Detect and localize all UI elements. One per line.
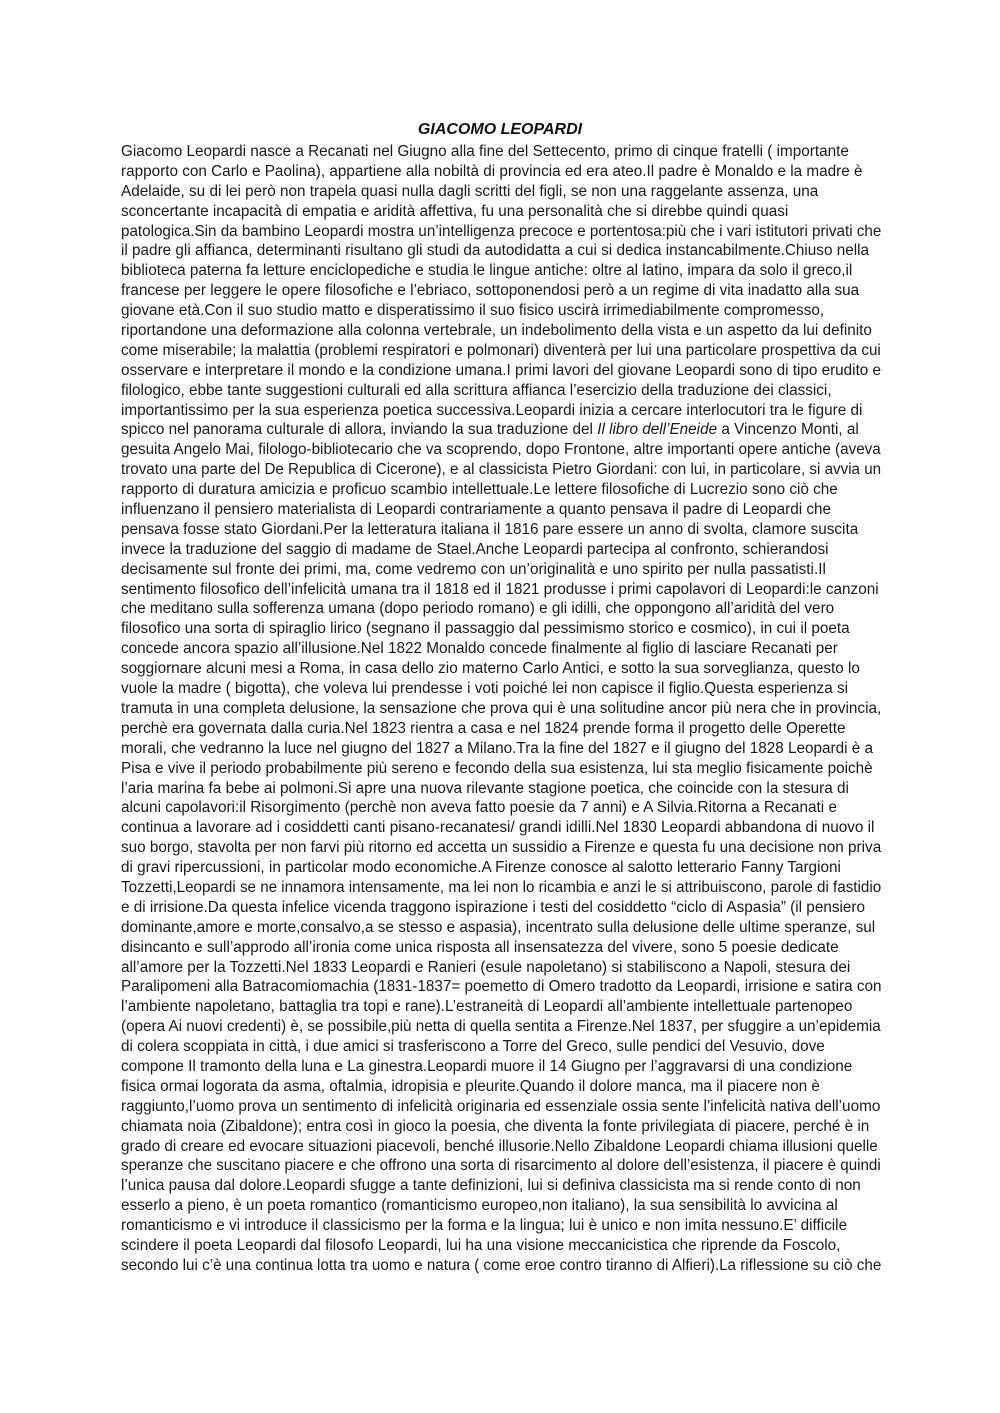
body-line: Pisa e vive il periodo probabilmente più sereno e fecondo della sua esistenza, lui sta meglio fisicamente poichè	[121, 759, 873, 777]
body-line: suo borgo, stavolta per non farvi più ritorno ed accetta un sussidio a Firenze e questa fu una decisione non priva	[121, 839, 882, 857]
body-line: il padre gli affianca, determinanti risultano gli studi da autodidatta a cui si dedica instancabilmente.Chiuso nella	[121, 242, 870, 260]
body-line: osservare e interpretare il mondo e la condizione umana.I primi lavori del giovane Leopardi sono di tipo erudito e	[121, 361, 882, 379]
body-line: chiamata noia (Zibaldone); entra così in gioco la poesia, che diventa la fonte privilegiata di piacere, perché è in	[121, 1117, 870, 1135]
body-line: concede ancora spazio all’illusione.Nel 1822 Monaldo concede finalmente al figlio di lasciare Recanati per	[121, 640, 838, 658]
body-line: patologica.Sin da bambino Leopardi mostra un’intelligenza precoce e portentosa:più che i vari istitutori privati che	[121, 222, 882, 240]
body-line: Paralipomeni alla Batracomiomachia (1831-1837= poemetto di Omero tradotto da Leopardi, irrisione e satira con	[121, 978, 882, 996]
body-line: morali, che vedranno la luce nel giugno del 1827 a Milano.Tra la fine del 1827 e il giugno del 1828 Leopardi è a	[121, 739, 874, 757]
body-line: Adelaide, su di lei però non trapela quasi nulla dagli scritti del figli, se non una raggelante assenza, una	[121, 182, 819, 200]
body-line: continua a lavorare ad i cosiddetti canti pisano-recanatesi/ grandi idilli.Nel 1830 Leopardi abbandona di nuovo il	[121, 819, 875, 837]
body-line: riportandone una deformazione alla colonna vertebrale, un indebolimento della vista e un aspetto da lui definito	[121, 322, 872, 340]
body-line: giovane età.Con il suo studio matto e disperatissimo il suo fisico uscirà irrimediabilmente compromesso,	[121, 302, 825, 320]
body-line: pensava fosse stato Giordani.Per la letteratura italiana il 1816 pare essere un anno di svolta, clamore suscita	[121, 520, 859, 538]
body-line-text: spicco nel panorama culturale di allora, inviando la sua traduzione del	[121, 421, 598, 439]
body-line: raggiunto,l’uomo prova un sentimento di infelicità originaria ed essenziale ossia sente l’infelicità nativa dell’uomo	[121, 1097, 881, 1115]
body-line: l’aria marina fa bebe ai polmoni.Si apre una nuova rilevante stagione poetica, che coincide con la stesura di	[121, 779, 849, 797]
body-line: influenzano il pensiero materialista di Leopardi contrariamente a quanto pensava il padre di Leopardi che	[121, 501, 832, 519]
body-line: di colera scoppiata in città, i due amici si trasferiscono a Torre del Greco, sulle pendici del Vesuvio, dove	[121, 1038, 825, 1056]
body-line: Tozzetti,Leopardi se ne innamora intensamente, ma lei non lo ricambia e anzi le si attribuiscono, parole di fastidio	[121, 878, 882, 896]
body-line: trovato una parte del De Republica di Cicerone), e al classicista Pietro Giordani: con lui, in particolare, si avvia un	[121, 461, 882, 479]
body-line: francese per leggere le opere filosofiche e l’ebriaco, sottoponendosi però a un regime di vita inadatto alla sua	[121, 282, 860, 300]
body-line: Giacomo Leopardi nasce a Recanati nel Giugno alla fine del Settecento, primo di cinque fratelli ( importante	[121, 143, 849, 160]
body-line: l’ambiente napoletano, battaglia tra topi e rane).L’estraneità di Leopardi all’ambiente intellettuale partenopeo	[121, 998, 853, 1016]
book-title-italic: Il libro dell’Eneide	[597, 421, 718, 439]
document-body	[121, 142, 881, 1276]
body-line: romanticismo e vi introduce il classicismo per la forma e la lingua; lui è unico e non imita nessuno.E’ difficile	[121, 1217, 848, 1235]
body-line: perchè era governata dalla curia.Nel 1823 rientra a casa e nel 1824 prende forma il progetto delle Operette	[121, 719, 846, 737]
body-line-text: a Vincenzo Monti, al	[717, 421, 859, 439]
body-line	[121, 420, 881, 440]
body-line: compone Il tramonto della luna e La ginestra.Leopardi muore il 14 Giugno per l’aggravarsi di una condizione	[121, 1057, 853, 1075]
document-title: GIACOMO LEOPARDI	[417, 121, 583, 138]
body-line: soggiornare alcuni mesi a Roma, in casa dello zio materno Carlo Antici, e sotto la sua sorveglianza, questo lo	[121, 660, 860, 678]
body-line: rapporto di duratura amicizia e proficuo scambio intellettuale.Le lettere filosofiche di Lucrezio sono ciò che	[121, 481, 838, 499]
body-line: e di irrisione.Da questa infelice vicenda traggono ispirazione i testi del cosiddetto “ciclo di Aspasia” (il pensiero	[121, 898, 865, 916]
body-line: fisica ormai logorata da asma, oftalmia, idropisia e pleurite.Quando il dolore manca, ma il piacere non è	[121, 1077, 820, 1095]
body-line: esserlo a pieno, è un poeta romantico (romanticismo europeo,non italiano), la sua sensibilità lo avvicina al	[121, 1197, 838, 1215]
body-line: dominante,amore e morte,consalvo,a se stesso e aspasia), incentrato sulla delusione delle ultime speranze, sul	[121, 918, 876, 936]
body-line: (opera Ai nuovi credenti) è, se possibile,più netta di quella sentita a Firenze.Nel 1837, per sfuggire a un’epidemia	[121, 1018, 881, 1036]
body-line: alcuni capolavori:il Risorgimento (perchè non aveva fatto poesie da 7 anni) e A Silvia.Ritorna a Recanati e	[121, 799, 837, 817]
body-line: invece la traduzione del saggio di madame de Stael.Anche Leopardi partecipa al confronto, schierandosi	[121, 540, 829, 558]
body-line: gesuita Angelo Mai, filologo-bibliotecario che va scoprendo, dopo Frontone, altre importanti opere antiche (aveva	[121, 441, 881, 459]
body-line: scindere il poeta Leopardi dal filosofo Leopardi, lui ha una visione meccanicistica che riprende da Foscolo,	[121, 1236, 841, 1254]
body-line: all’amore per la Tozzetti.Nel 1833 Leopardi e Ranieri (esule napoletano) si stabiliscono a Napoli, stesura dei	[121, 958, 851, 976]
body-line: speranze che suscitano piacere e che offrono una sorta di risarcimento al dolore dell’esistenza, il piacere è quindi	[121, 1157, 881, 1175]
body-line: decisamente sul fronte dei primi, ma, come vedremo con un’originalità e uno spirito per nulla passatisti.Il	[121, 560, 826, 578]
body-line: che meditano sulla sofferenza umana (dopo periodo romano) e gli idilli, che oppongono all’aridità del vero	[121, 600, 835, 618]
body-line: come miserabile; la malattia (problemi respiratori e polmonari) diventerà per lui una particolare prospettiva da cui	[121, 341, 881, 359]
body-line: filosofico una sorta di spiraglio lirico (segnano il passaggio dal pessimismo storico e cosmico), in cui il poeta	[121, 620, 850, 638]
body-line: sconcertante incapacità di empatia e aridità affettiva, fu una personalità che si direbbe quindi quasi	[121, 202, 789, 220]
body-line: tramuta in una completa delusione, la sensazione che prova qui è una solitudine ancor più nera che in provincia,	[121, 699, 882, 717]
body-line: di gravi ripercussioni, in particolar modo economiche.A Firenze conosce al salotto letterario Fanny Targioni	[121, 859, 841, 877]
body-line: importantissimo per la sua esperienza poetica successiva.Leopardi inizia a cercare interlocutori tra le figure di	[121, 401, 863, 419]
body-line: vuole la madre ( bigotta), che voleva lui prendesse i voti poiché lei non capisce il figlio.Questa esperienza si	[121, 680, 848, 698]
body-line: sentimento filosofico dell’infelicità umana tra il 1818 ed il 1821 produsse i primi capolavori di Leopardi:le canzoni	[121, 580, 879, 598]
body-line: biblioteca paterna fa letture enciclopediche e studia le lingue antiche: oltre al latino, impara da solo il greco,il	[121, 262, 853, 280]
body-line: filologico, ebbe tante suggestioni culturali ed alla scrittura affianca l’esercizio della traduzione dei classici,	[121, 381, 832, 399]
body-line: secondo lui c’è una continua lotta tra uomo e natura ( come eroe contro tiranno di Alfieri).La riflessione su ciò che	[121, 1256, 882, 1274]
body-line: grado di creare ed evocare situazioni piacevoli, benché illusorie.Nello Zibaldone Leopardi chiama illusioni quelle	[121, 1137, 878, 1155]
body-line: disincanto e sull’approdo all’ironia come unica risposta all insensatezza del vivere, sono 5 poesie dedicate	[121, 938, 839, 956]
body-line: l’unica pausa dal dolore.Leopardi sfugge a tante definizioni, lui si definiva classicista ma si rende conto di non	[121, 1177, 861, 1195]
body-line: rapporto con Carlo e Paolina), appartiene alla nobiltà di provincia ed era ateo.Il padre è Monaldo e la madre è	[121, 162, 863, 180]
